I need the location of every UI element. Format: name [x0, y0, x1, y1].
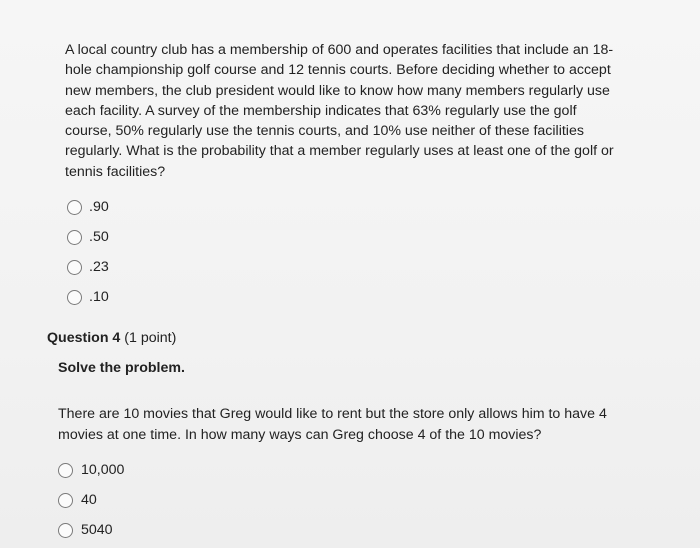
- option-label: 40: [81, 492, 97, 508]
- question-3-option-a[interactable]: [67, 192, 109, 222]
- radio-button[interactable]: [67, 260, 82, 275]
- option-label: .50: [89, 229, 109, 245]
- option-label: .23: [89, 259, 109, 275]
- question-4-instruction: Solve the problem.: [58, 360, 185, 376]
- radio-button[interactable]: [67, 230, 82, 245]
- option-label: .90: [89, 199, 109, 215]
- question-3-option-b[interactable]: [67, 222, 109, 252]
- question-4-options: [58, 455, 124, 545]
- question-3-option-d[interactable]: [67, 282, 109, 312]
- option-label: .10: [89, 289, 109, 305]
- radio-button[interactable]: [67, 200, 82, 215]
- radio-button[interactable]: [58, 493, 73, 508]
- question-3-option-c[interactable]: [67, 252, 109, 282]
- question-3-options: [67, 192, 109, 312]
- question-4-points: (1 point): [124, 330, 177, 346]
- question-4-header: [47, 330, 176, 346]
- radio-button[interactable]: [58, 523, 73, 538]
- question-4-title: Question 4: [47, 330, 121, 346]
- option-label: 5040: [81, 522, 113, 538]
- option-label: 10,000: [81, 462, 125, 478]
- radio-button[interactable]: [58, 463, 73, 478]
- radio-button[interactable]: [67, 290, 82, 305]
- question-4-option-b[interactable]: [58, 485, 124, 515]
- question-4-option-a[interactable]: [58, 455, 124, 485]
- question-3-text: A local country club has a membership of 600 and operates facilities that include an 18-hole championship golf course and 12 tennis courts. Before deciding whether to accept new members, the club president would like to know how many members regularly use each facility. A survey of the membership indicates that 63% regularly use the golf course, 50% regularly use the tennis courts, and 10% use neither of these facilities regularly. What is the probability that a member regularly uses at least one of the golf or tennis facilities?: [65, 42, 614, 180]
- question-4-text: There are 10 movies that Greg would like to rent but the store only allows him to have 4 movies at one time. In how many ways can Greg choose 4 of the 10 movies?: [58, 406, 607, 443]
- question-4-option-c[interactable]: [58, 515, 124, 545]
